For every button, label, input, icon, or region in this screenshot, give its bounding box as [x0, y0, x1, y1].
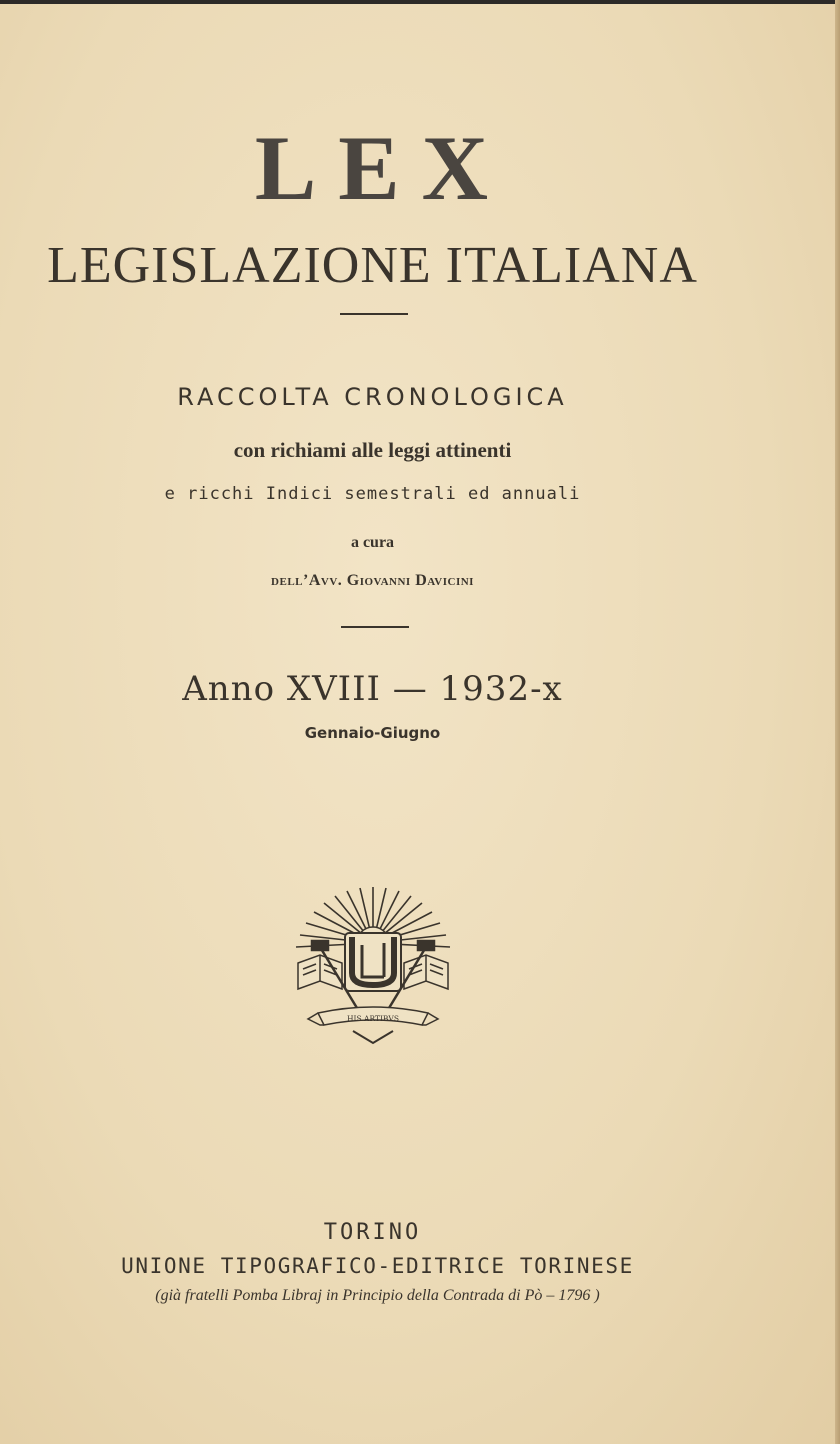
editor-name: dell’Avv. Giovanni Davicini	[271, 572, 474, 589]
year-line: Anno XVIII — 1932-x	[182, 669, 563, 709]
divider-rule-bottom	[341, 626, 409, 628]
book-subtitle: LEGISLAZIONE ITALIANA	[47, 237, 698, 294]
book-title: LEX	[254, 117, 511, 219]
monogram-shield	[345, 933, 401, 991]
publisher-city: TORINO	[323, 1220, 422, 1245]
collection-heading: RACCOLTA CRONOLOGICA	[177, 383, 568, 411]
page-right-edge	[835, 0, 840, 1444]
publisher-note: (già fratelli Pomba Libraj in Principio della Contrada di Pò – 1796 )	[155, 1287, 600, 1304]
description-line-2: e ricchi Indici semestrali ed annuali	[164, 484, 581, 504]
period-line: Gennaio-Giugno	[304, 724, 441, 742]
page-top-edge	[0, 0, 840, 4]
seal-motto-text: HIS ARTIBVS	[347, 1014, 399, 1023]
description-line-1: con richiami alle leggi attinenti	[233, 438, 512, 462]
publisher-seal-emblem	[290, 885, 456, 1047]
publisher-name: UNIONE TIPOGRAFICO-EDITRICE TORINESE	[121, 1254, 634, 1278]
motto-ribbon	[308, 1007, 438, 1025]
ribbon-tails	[353, 1031, 393, 1043]
divider-rule-top	[340, 313, 408, 315]
editor-intro: a cura	[350, 534, 395, 551]
